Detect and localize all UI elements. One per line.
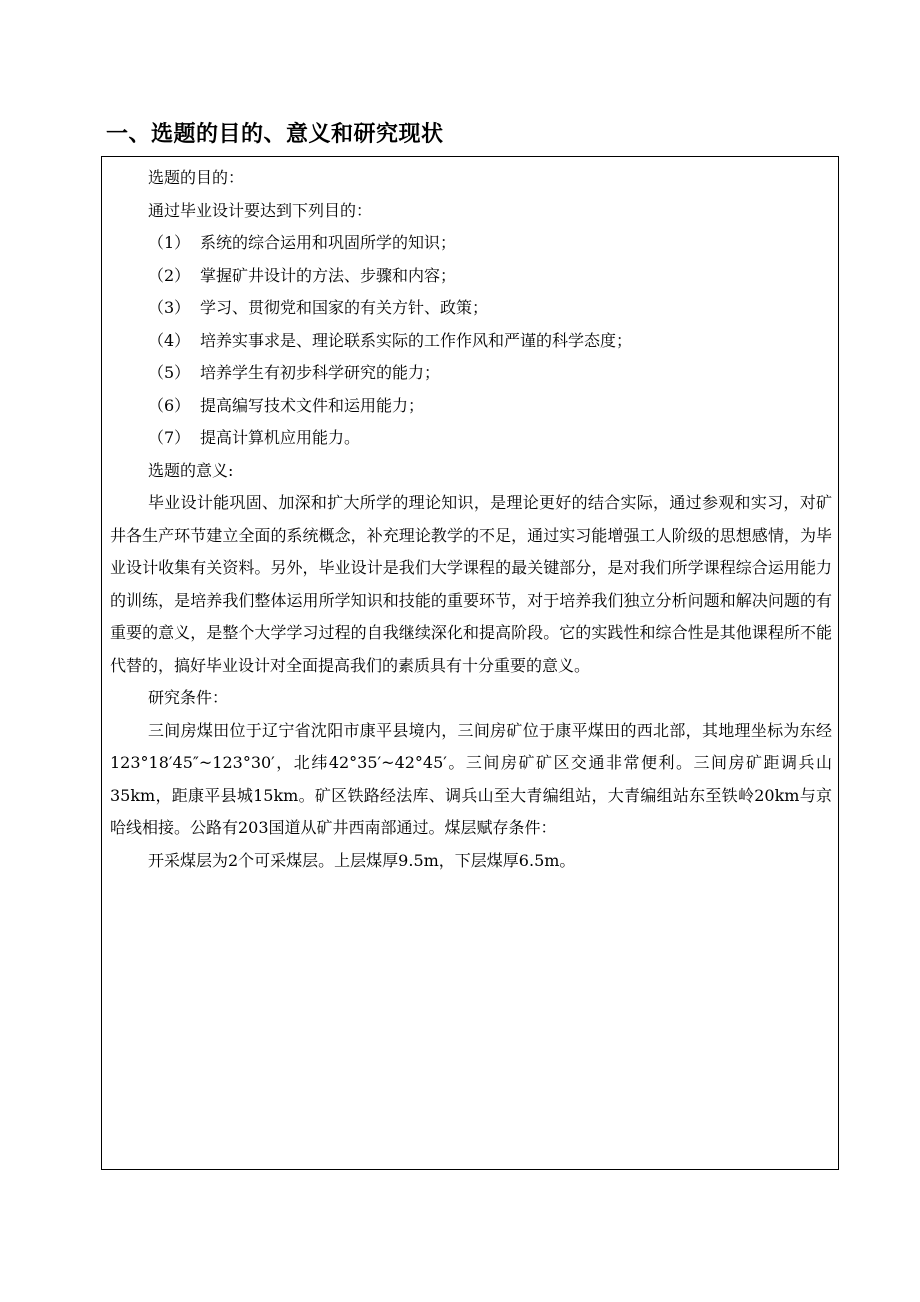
content-body [110, 162, 832, 877]
purpose-item-number: （4） [148, 330, 191, 350]
purpose-item-text: 培养实事求是、理论联系实际的工作作风和严谨的科学态度； [200, 330, 633, 350]
purpose-item [110, 422, 832, 455]
purpose-item-number: （1） [148, 233, 191, 252]
purpose-item [110, 227, 832, 260]
purpose-item [110, 260, 832, 293]
purpose-item-number: （7） [148, 428, 191, 447]
purpose-intro: 通过毕业设计要达到下列目的： [148, 200, 373, 220]
purpose-item-number: （5） [148, 363, 191, 382]
purpose-item [110, 292, 832, 325]
conditions-label: 研究条件： [148, 688, 229, 707]
purpose-item-text: 提高计算机应用能力。 [200, 428, 361, 447]
conditions-paragraph: 三间房煤田位于辽宁省沈阳市康平县境内，三间房矿位于康平煤田的西北部，其地理坐标为东经123°18′45″~123°30′，北纬42°35′~42°45′。三间房矿矿区交通非常便利。三间房矿距调兵山35km，距康平县城15km。矿区铁路经法库、调兵山至大青编组站，大青编组站东至铁岭20km与京哈线相接。公路有203国道从矿井西南部通过。煤层赋存条件： [110, 720, 832, 837]
purpose-item-text: 学习、贯彻党和国家的有关方针、政策； [200, 298, 489, 317]
purpose-item-number: （3） [148, 298, 191, 317]
purpose-item-number: （2） [148, 265, 191, 285]
seam-paragraph: 开采煤层为2个可采煤层。上层煤厚9.5m，下层煤厚6.5m。 [148, 850, 576, 870]
purpose-item-text: 提高编写技术文件和运用能力； [200, 395, 425, 415]
purpose-item [110, 357, 832, 390]
purpose-item [110, 325, 832, 358]
significance-label: 选题的意义: [148, 460, 234, 480]
purpose-item [110, 390, 832, 423]
purpose-item-text: 系统的综合运用和巩固所学的知识； [200, 233, 457, 252]
section-heading: 一、选题的目的、意义和研究现状 [106, 122, 444, 147]
purpose-item-text: 掌握矿井设计的方法、步骤和内容； [200, 265, 457, 285]
significance-paragraph: 毕业设计能巩固、加深和扩大所学的理论知识，是理论更好的结合实际，通过参观和实习，对矿井各生产环节建立全面的系统概念，补充理论教学的不足，通过实习能增强工人阶级的思想感情，为毕业设计收集有关资料。另外，毕业设计是我们大学课程的最关键部分，是对我们所学课程综合运用能力的训练，是培养我们整体运用所学知识和技能的重要环节，对于培养我们独立分析问题和解决问题的有重要的意义，是整个大学学习过程的自我继续深化和提高阶段。它的实践性和综合性是其他课程所不能代替的，搞好毕业设计对全面提高我们的素质具有十分重要的意义。 [110, 493, 832, 675]
purpose-label: 选题的目的： [148, 168, 245, 187]
purpose-item-number: （6） [148, 395, 191, 415]
purpose-item-text: 培养学生有初步科学研究的能力； [200, 363, 441, 382]
